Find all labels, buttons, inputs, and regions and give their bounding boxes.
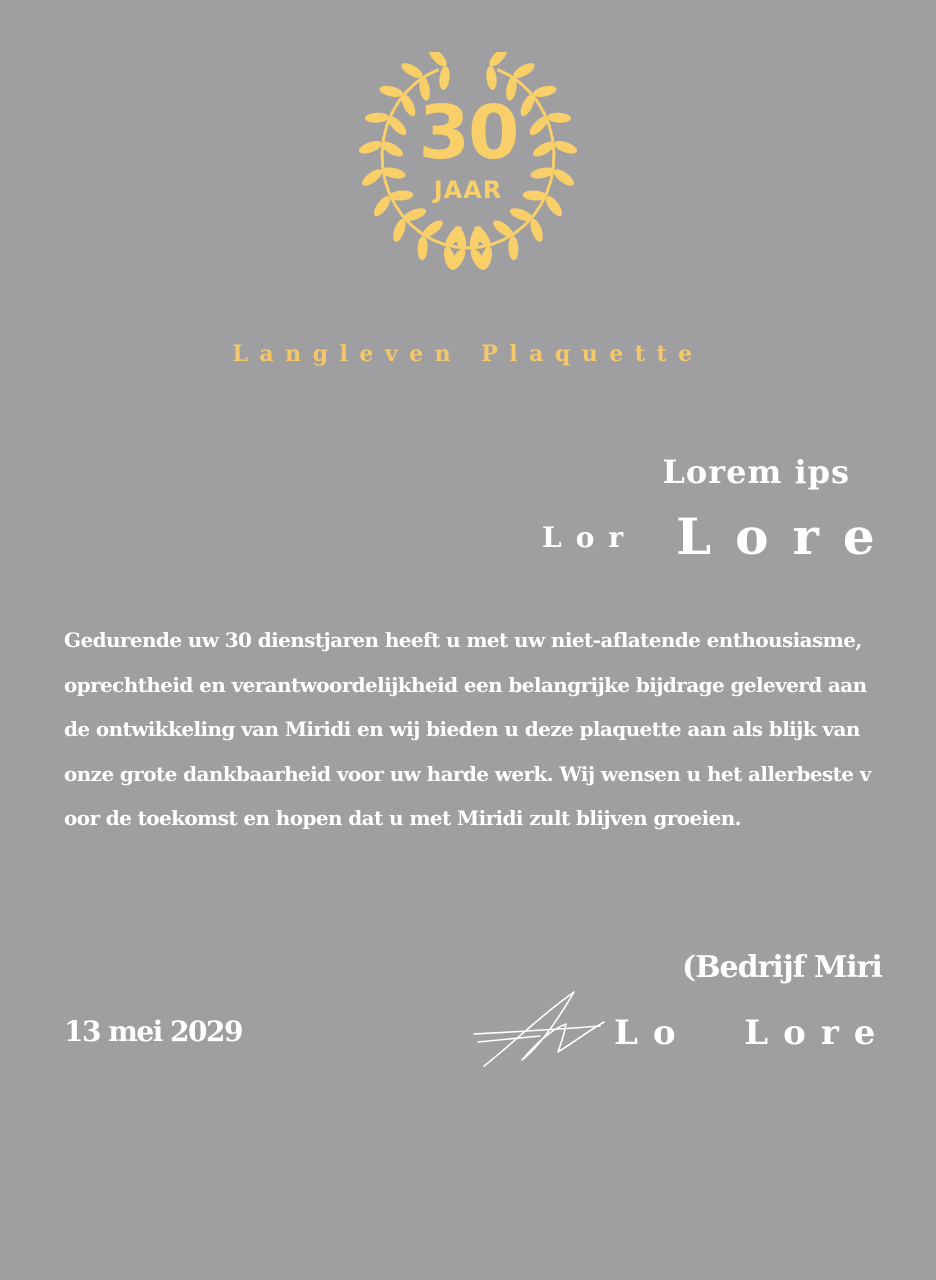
recipient-name-last: Lore — [676, 507, 899, 566]
signature-icon — [470, 986, 620, 1072]
laurel-leaf — [485, 65, 498, 90]
recipient-title: Lorem ips — [662, 453, 850, 491]
emblem-number: 30 — [418, 90, 518, 176]
plaque-title: Langleven Plaquette — [232, 341, 704, 367]
company-name: (Bedrijf Miri — [682, 950, 882, 985]
laurel-leaf — [391, 217, 408, 243]
date: 13 mei 2029 — [64, 1015, 242, 1048]
dedication-text: Gedurende uw 30 dienstjaren heeft u met uw niet-aflatende enthousiasme, oprechtheid en verantwoordelijkheid een belangrijke bijdrage geleverd aan de ontwikkeling van Miridi en wij bieden u deze plaquette aan als blijk van onze grote dankbaarheid voor uw harde werk. Wij wensen u het allerbeste voor de toekomst en hopen dat u met Miridi zult blijven groeien. — [64, 628, 871, 831]
laurel-leaf — [508, 236, 519, 260]
laurel-leaf — [438, 65, 451, 90]
laurel-leaf — [417, 236, 428, 260]
laurel-leaf — [528, 217, 545, 243]
anniversary-emblem — [348, 52, 588, 274]
laurel-leaf — [420, 217, 445, 240]
laurel-leaf — [491, 217, 516, 240]
recipient-name-first: Lor — [542, 521, 638, 554]
emblem-word: JAAR — [433, 176, 503, 204]
signatory-name: Lo Lore — [614, 1013, 891, 1053]
